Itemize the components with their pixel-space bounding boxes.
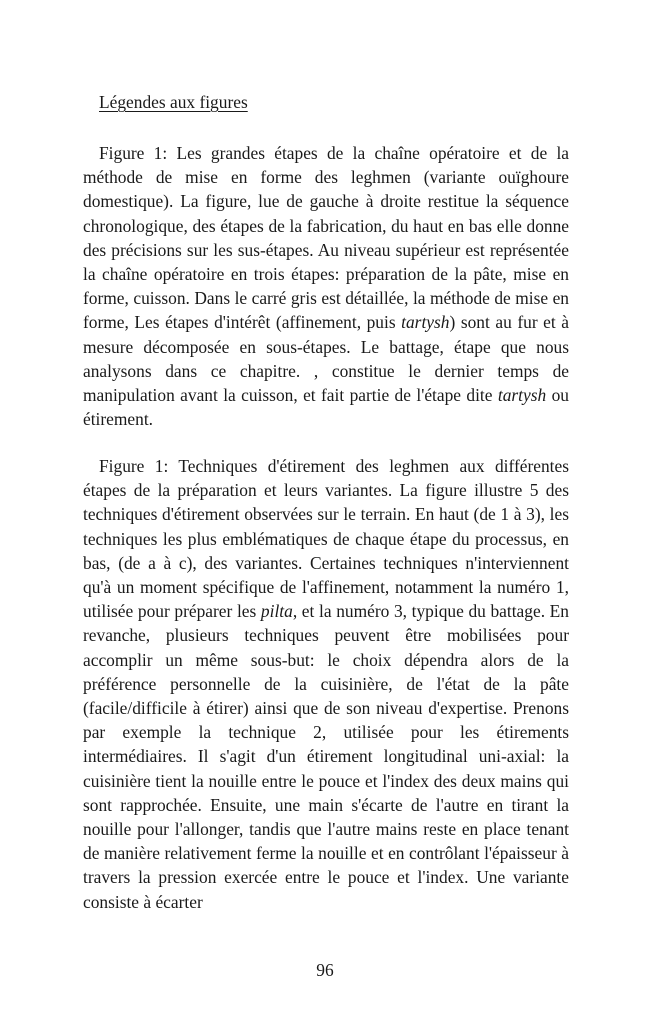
caption-text: Figure 1: Techniques d'étirement des leghmen aux différentes étapes de la préparation et leurs variantes. La figure illustre 5 des techniques d'étirement observées sur le terrain. En haut (de 1 à 3), les techniques les plus emblématiques de chaque étape du processus, en bas, (de a à c), des variantes. Certaines techniques n'interviennent qu'à un moment spécifique de l'affinement, notamment la numéro 1, utilisée pour préparer les [83, 456, 569, 622]
italic-term: pilta [260, 601, 293, 622]
caption-text: Figure 1: Les grandes étapes de la chaîne opératoire et de la méthode de mise en forme des leghmen (variante ouïghoure domestique). La figure, lue de gauche à droite restitue la séquence chronologique, des étapes de la fabrication, du haut en bas elle donne des précisions sur les sus-étapes. Au niveau supérieur est représentée la chaîne opératoire en trois étapes: préparation de la pâte, mise en forme, cuisson. Dans le carré gris est détaillée, la méthode de mise en forme, Les étapes d'intérêt (affinement, puis [83, 143, 569, 333]
figure-caption-2 [83, 454, 569, 914]
caption-text: ou étirement. [83, 385, 569, 430]
italic-term: tartysh [497, 385, 547, 406]
page-number: 96 [316, 960, 334, 980]
caption-text: ) sont au fur et à mesure décomposée en sous-étapes. Le battage, étape que nous analysons dans ce chapitre. , constitue le dernier temps de manipulation avant la cuisson, et fait partie de l'étape dite [83, 312, 569, 406]
caption-text: , et la numéro 3, typique du battage. En revanche, plusieurs techniques peuvent être mobilisées pour accomplir un même sous-but: le choix dépendra alors de la préférence personnelle de la cuisinière, de l'état de la pâte (facile/difficile à étirer) ainsi que de son niveau d'expertise. Prenons par exemple la technique 2, utilisée pour les étirements intermédiaires. Il s'agit d'un étirement longitudinal uni-axial: la cuisinière tient la nouille entre le pouce et l'index des deux mains qui sont rapprochée. Ensuite, une main s'écarte de l'autre en tirant la nouille pour l'allonger, tandis que l'autre mains reste en place tenant de manière relativement ferme la nouille et en contrôlant l'épaisseur à travers la pression exercée entre le pouce et l'index. Une variante consiste à écarter [83, 601, 570, 912]
figure-caption-1 [83, 141, 569, 431]
section-heading: Légendes aux figures [99, 92, 248, 112]
italic-term: tartysh [401, 312, 450, 333]
